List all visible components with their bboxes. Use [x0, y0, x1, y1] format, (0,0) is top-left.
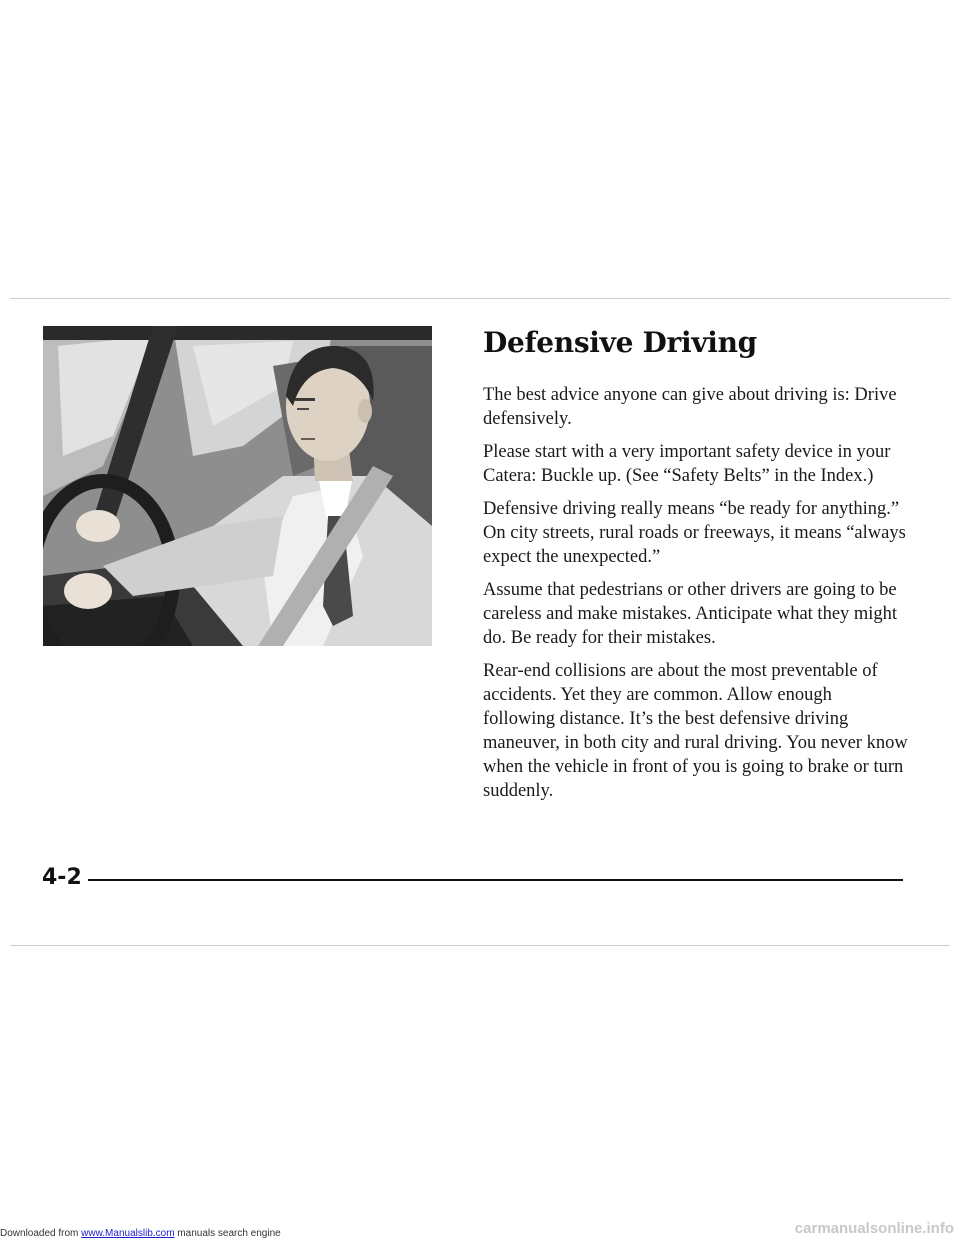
- footer-suffix: manuals search engine: [174, 1228, 281, 1239]
- site-watermark: carmanualsonline.info: [794, 1220, 954, 1237]
- page-number: 4-2: [42, 865, 82, 890]
- driver-illustration-drawing: [43, 326, 432, 646]
- top-divider: [10, 298, 950, 299]
- paragraph: Please start with a very important safety device in your Catera: Buckle up. (See “Safety Belts” in the Index.): [483, 442, 891, 486]
- paragraph: Defensive driving really means “be ready for anything.” On city streets, rural roads or freeways, it means “always expect the unexpected.”: [483, 499, 906, 567]
- page-title: Defensive Driving: [483, 326, 757, 359]
- driver-illustration: [43, 326, 432, 646]
- paragraph: Rear-end collisions are about the most preventable of accidents. Yet they are common. Allow enough following distance. It’s the best defensive driving maneuver, in both city and rural driving. You never know when the vehicle in front of you is going to brake or turn suddenly.: [483, 661, 908, 801]
- bottom-divider: [10, 945, 950, 946]
- manualslib-link[interactable]: www.Manualslib.com: [81, 1228, 175, 1239]
- paragraph: Assume that pedestrians or other drivers are going to be careless and make mistakes. Anticipate what they might do. Be ready for their mistakes.: [483, 580, 898, 648]
- page-number-rule: [88, 879, 903, 881]
- download-footer: [0, 1228, 281, 1239]
- body-text: [483, 383, 908, 812]
- paragraph: The best advice anyone can give about driving is: Drive defensively.: [483, 385, 897, 429]
- footer-prefix: Downloaded from: [0, 1228, 82, 1239]
